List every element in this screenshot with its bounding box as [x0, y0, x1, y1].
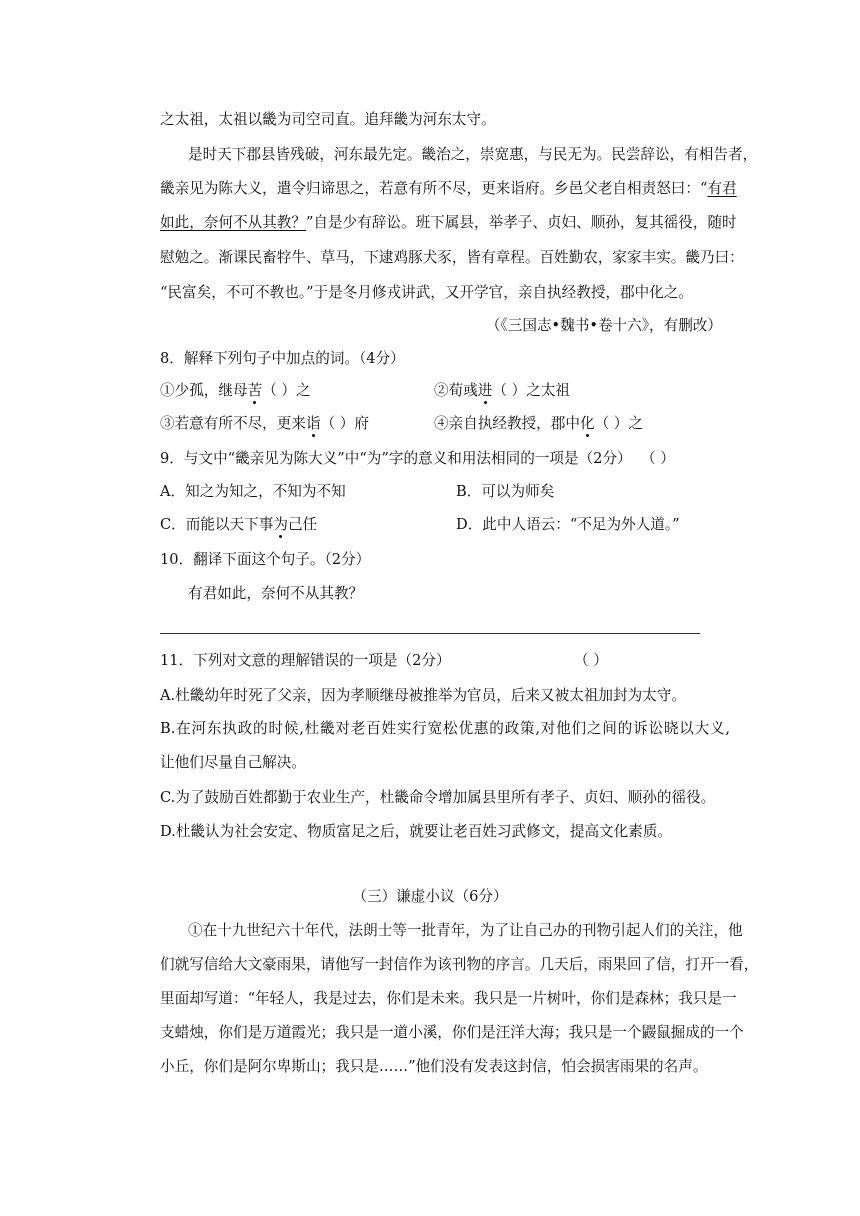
answer-paren[interactable]: （ ） [641, 450, 675, 467]
q9-text: 己任 [287, 516, 318, 533]
source-citation: （《三国志•魏书•卷十六》，有删改） [485, 317, 722, 334]
passage-line: 是时天下郡县皆残破，河东最先定。畿治之，崇宽惠，与民无为。民尝辞讼，有相告者， [188, 146, 758, 163]
q8-text: ④亲自执经教授，郡中 [434, 415, 580, 432]
section-3-line: 小丘，你们是阿尔卑斯山；我只是……”他们没有发表这封信，怕会损害雨果的名声。 [160, 1058, 708, 1075]
dotted-word: 进 [477, 382, 493, 399]
q9-option-c [160, 515, 317, 535]
dotted-word: 为 [273, 516, 288, 533]
question-9-stem: 9．与文中“畿亲见为陈大义”中“为”字的意义和用法相同的一项是（2分） [160, 450, 632, 467]
section-3-line: 里面却写道：“年轻人，我是过去，你们是未来。我只是一片树叶，你们是森林；我只是一 [160, 990, 737, 1007]
question-11-stem: 11．下列对文意的理解错误的一项是（2分） [160, 652, 451, 669]
q11-option-b: B.在河东执政的时候,杜畿对老百姓实行宽松优惠的政策,对他们之间的诉讼晓以大义, [160, 720, 730, 737]
underlined-sentence: 如此，奈何不从其教？ [160, 214, 306, 231]
answer-line[interactable] [160, 633, 700, 634]
passage-text: 畿亲见为陈大义，遣令归谛思之，若意有所不尽，更来诣府。乡邑父老自相责怒曰：“ [160, 180, 708, 197]
q11-option-c: C.为了鼓励百姓都勤于农业生产，杜畿命令增加属县里所有孝子、贞妇、顺孙的徭役。 [160, 789, 716, 806]
q11-option-a: A.杜畿幼年时死了父亲，因为孝顺继母被推举为官员，后来又被太祖加封为太守。 [160, 687, 686, 704]
translate-sentence: 有君如此，奈何不从其教？ [188, 585, 364, 602]
answer-blank[interactable]: （ ）之 [262, 382, 311, 399]
q8-text: ①少孤，继母 [160, 382, 248, 399]
q8-item-1 [160, 381, 311, 401]
answer-blank[interactable]: （ ）之 [594, 415, 643, 432]
q9-text: C．而能以天下事 [160, 516, 274, 533]
section-3-title: （三）谦虚小议（6分） [352, 888, 508, 905]
q8-item-2 [434, 381, 570, 401]
dotted-word: 诣 [305, 415, 321, 432]
q8-text: ③若意有所不尽，更来 [160, 415, 306, 432]
dotted-word: 苦 [247, 382, 263, 399]
answer-blank[interactable]: （ ）之太祖 [492, 382, 571, 399]
section-3-line: 们就写信给大文豪雨果，请他写一封信作为该刊物的序言。几天后，雨果回了信，打开一看， [160, 956, 759, 973]
section-3-line: 支蜡烛，你们是万道霞光；我只是一道小溪，你们是汪洋大海；我只是一个鼹鼠掘成的一个 [160, 1024, 744, 1041]
passage-line [160, 179, 737, 199]
q11-option-d: D.杜畿认为社会安定、物质富足之后，就要让老百姓习武修文，提高文化素质。 [160, 823, 673, 840]
q11-option-b-cont: 让他们尽量自己解决。 [160, 754, 306, 771]
q8-text: ②荀彧 [434, 382, 478, 399]
q9-option-d: D．此中人语云：“不足为外人道。” [456, 516, 680, 533]
q8-item-3 [160, 414, 369, 434]
q9-option-a: A．知之为知之，不知为不知 [160, 483, 346, 500]
passage-line [160, 213, 737, 233]
answer-paren[interactable]: （ ） [574, 652, 608, 669]
question-8-stem: 8．解释下列句子中加点的词。（4分） [160, 350, 405, 367]
q9-option-b: B．可以为师矣 [456, 483, 555, 500]
underlined-sentence: 有君 [707, 180, 737, 197]
question-10-stem: 10．翻译下面这个句子。（2分） [160, 551, 371, 568]
answer-blank[interactable]: （ ）府 [320, 415, 369, 432]
passage-line: 之太祖，太祖以畿为司空司直。追拜畿为河东太守。 [160, 111, 496, 128]
passage-line: 慰勉之。渐课民畜牸牛、草马，下逮鸡豚犬豕，皆有章程。百姓勤农，家家丰实。畿乃曰： [160, 249, 744, 266]
q8-item-4 [434, 414, 643, 434]
dotted-word: 化 [579, 415, 595, 432]
passage-text: ”自是少有辞讼。班下属县，举孝子、贞妇、顺孙，复其徭役，随时 [305, 214, 737, 231]
passage-line: “民富矣，不可不教也。”于是冬月修戎讲武，又开学官，亲自执经教授，郡中化之。 [160, 284, 693, 301]
section-3-line: ①在十九世纪六十年代，法朗士等一批青年，为了让自己办的刊物引起人们的关注，他 [188, 922, 743, 939]
